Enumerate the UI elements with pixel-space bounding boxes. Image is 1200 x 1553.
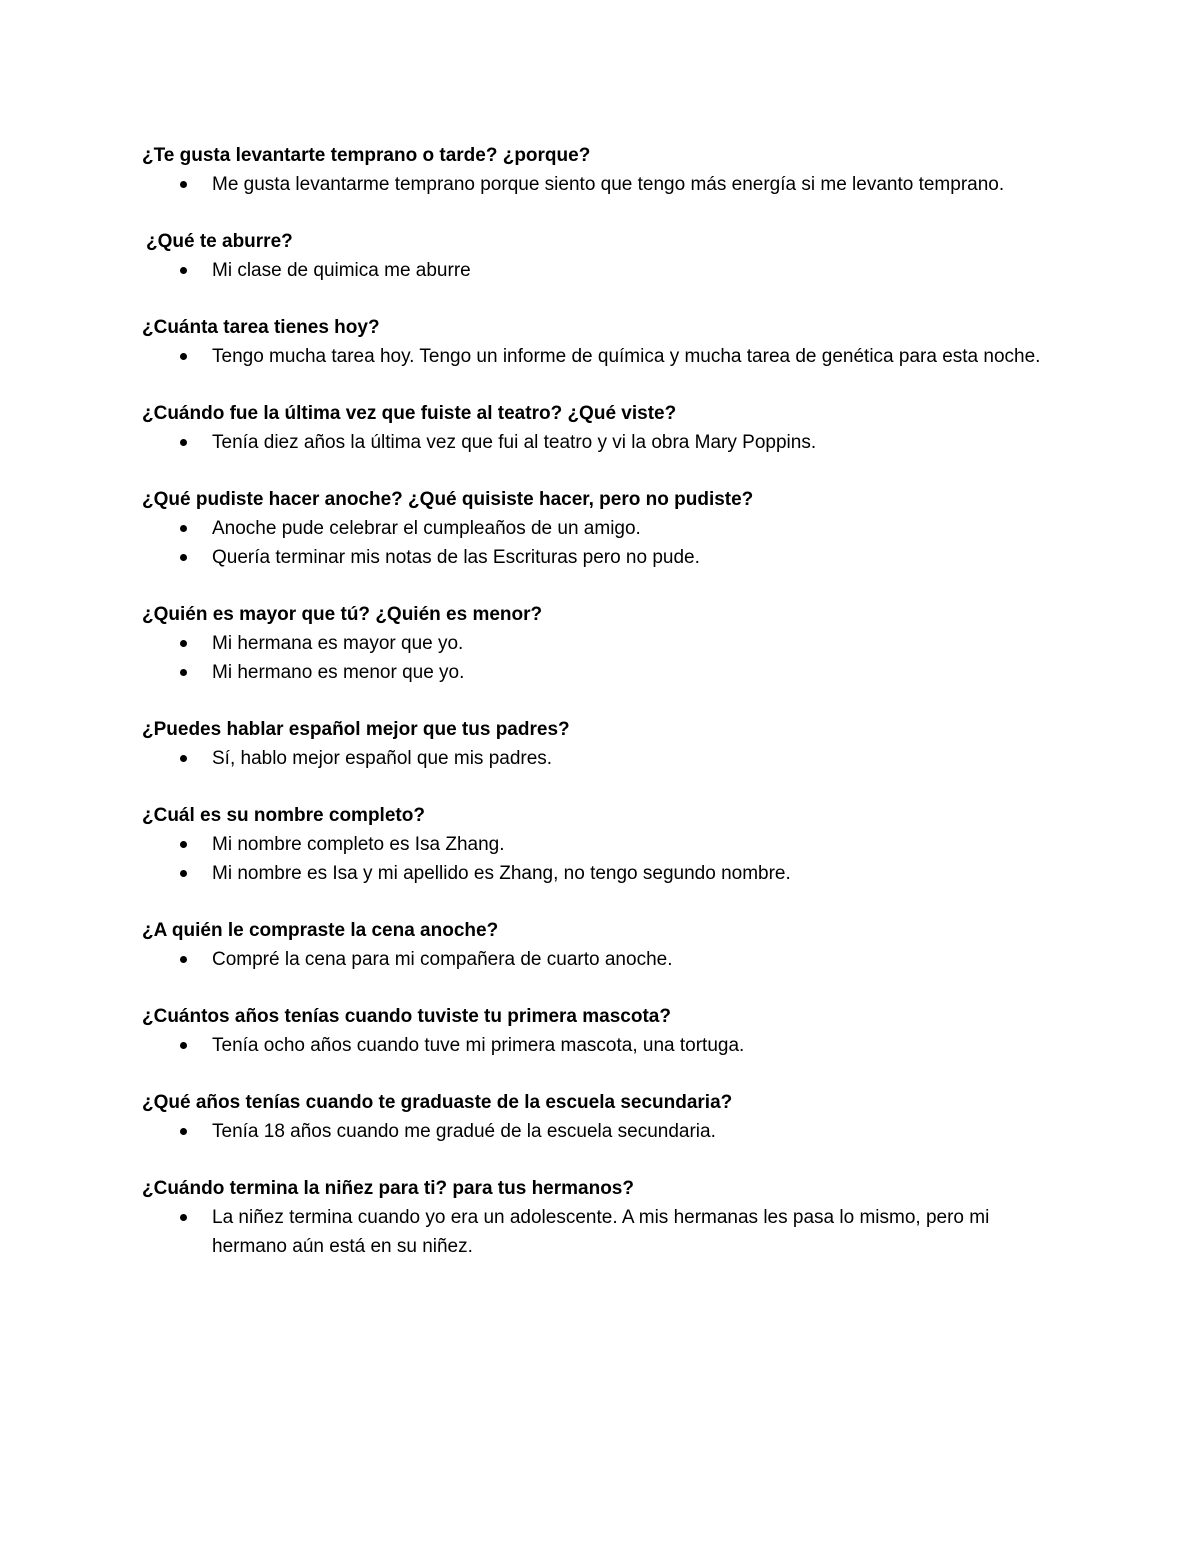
answer-item <box>142 1117 1062 1146</box>
answer-text: Mi nombre es Isa y mi apellido es Zhang, no tengo segundo nombre. <box>212 863 791 884</box>
question: ¿Quién es mayor que tú? ¿Quién es menor? <box>142 604 543 625</box>
question: ¿Cuál es su nombre completo? <box>142 805 425 826</box>
bullet-icon <box>180 439 187 446</box>
answer-list <box>142 830 1062 888</box>
answer-list <box>142 945 1062 974</box>
bullet-icon <box>180 1214 187 1221</box>
answer-item <box>142 342 1062 371</box>
qa-item <box>142 485 1062 572</box>
question: ¿Cuánta tarea tienes hoy? <box>142 317 380 338</box>
answer-item <box>142 629 1062 658</box>
answer-list <box>142 170 1062 199</box>
answer-item <box>142 1031 1062 1060</box>
answer-text: Quería terminar mis notas de las Escrituras pero no pude. <box>212 547 700 568</box>
answer-item <box>142 859 1062 888</box>
answer-text: Mi nombre completo es Isa Zhang. <box>212 834 505 855</box>
question: ¿Puedes hablar español mejor que tus padres? <box>142 719 570 740</box>
bullet-icon <box>180 640 187 647</box>
answer-text: Mi hermana es mayor que yo. <box>212 633 464 654</box>
answer-item <box>142 1203 1062 1261</box>
bullet-icon <box>180 554 187 561</box>
question: ¿Te gusta levantarte temprano o tarde? ¿porque? <box>142 145 591 166</box>
qa-item <box>142 916 1062 974</box>
bullet-icon <box>180 956 187 963</box>
answer-text: Compré la cena para mi compañera de cuarto anoche. <box>212 949 673 970</box>
qa-item <box>142 141 1062 199</box>
answer-text: La niñez termina cuando yo era un adolescente. A mis hermanas les pasa lo mismo, pero mi hermano aún está en su niñez. <box>212 1207 990 1257</box>
qa-item <box>142 600 1062 687</box>
qa-item <box>142 227 1062 285</box>
bullet-icon <box>180 1042 187 1049</box>
qa-item <box>142 1174 1062 1261</box>
bullet-icon <box>180 181 187 188</box>
qa-item <box>142 1002 1062 1060</box>
qa-item <box>142 1088 1062 1146</box>
answer-list <box>142 256 1062 285</box>
answer-text: Me gusta levantarme temprano porque siento que tengo más energía si me levanto temprano. <box>212 174 1005 195</box>
answer-text: Sí, hablo mejor español que mis padres. <box>212 748 553 769</box>
qa-item <box>142 715 1062 773</box>
answer-item <box>142 658 1062 687</box>
question: ¿Cuándo fue la última vez que fuiste al teatro? ¿Qué viste? <box>142 403 677 424</box>
answer-text: Mi clase de quimica me aburre <box>212 260 471 281</box>
answer-item <box>142 543 1062 572</box>
qa-list <box>142 141 1062 1289</box>
answer-item <box>142 830 1062 859</box>
qa-item <box>142 801 1062 888</box>
question: ¿Qué pudiste hacer anoche? ¿Qué quisiste hacer, pero no pudiste? <box>142 489 754 510</box>
question: ¿Qué años tenías cuando te graduaste de la escuela secundaria? <box>142 1092 733 1113</box>
answer-item <box>142 428 1062 457</box>
answer-list <box>142 342 1062 371</box>
answer-list <box>142 1117 1062 1146</box>
bullet-icon <box>180 870 187 877</box>
bullet-icon <box>180 353 187 360</box>
answer-item <box>142 256 1062 285</box>
question: ¿Cuántos años tenías cuando tuviste tu primera mascota? <box>142 1006 671 1027</box>
qa-item <box>142 313 1062 371</box>
answer-list <box>142 1203 1062 1261</box>
answer-item <box>142 514 1062 543</box>
question: ¿Cuándo termina la niñez para ti? para tus hermanos? <box>142 1178 634 1199</box>
bullet-icon <box>180 755 187 762</box>
answer-list <box>142 428 1062 457</box>
answer-text: Tenía ocho años cuando tuve mi primera mascota, una tortuga. <box>212 1035 745 1056</box>
answer-text: Tenía diez años la última vez que fui al teatro y vi la obra Mary Poppins. <box>212 432 817 453</box>
answer-item <box>142 170 1062 199</box>
answer-item <box>142 945 1062 974</box>
bullet-icon <box>180 669 187 676</box>
qa-item <box>142 399 1062 457</box>
answer-list <box>142 1031 1062 1060</box>
question: ¿A quién le compraste la cena anoche? <box>142 920 499 941</box>
answer-text: Mi hermano es menor que yo. <box>212 662 465 683</box>
question: ¿Qué te aburre? <box>146 231 293 252</box>
bullet-icon <box>180 1128 187 1135</box>
answer-list <box>142 629 1062 687</box>
answer-list <box>142 514 1062 572</box>
bullet-icon <box>180 841 187 848</box>
bullet-icon <box>180 525 187 532</box>
answer-text: Tenía 18 años cuando me gradué de la escuela secundaria. <box>212 1121 716 1142</box>
answer-item <box>142 744 1062 773</box>
bullet-icon <box>180 267 187 274</box>
answer-text: Tengo mucha tarea hoy. Tengo un informe de química y mucha tarea de genética para esta noche. <box>212 346 1041 367</box>
answer-list <box>142 744 1062 773</box>
answer-text: Anoche pude celebrar el cumpleaños de un amigo. <box>212 518 641 539</box>
